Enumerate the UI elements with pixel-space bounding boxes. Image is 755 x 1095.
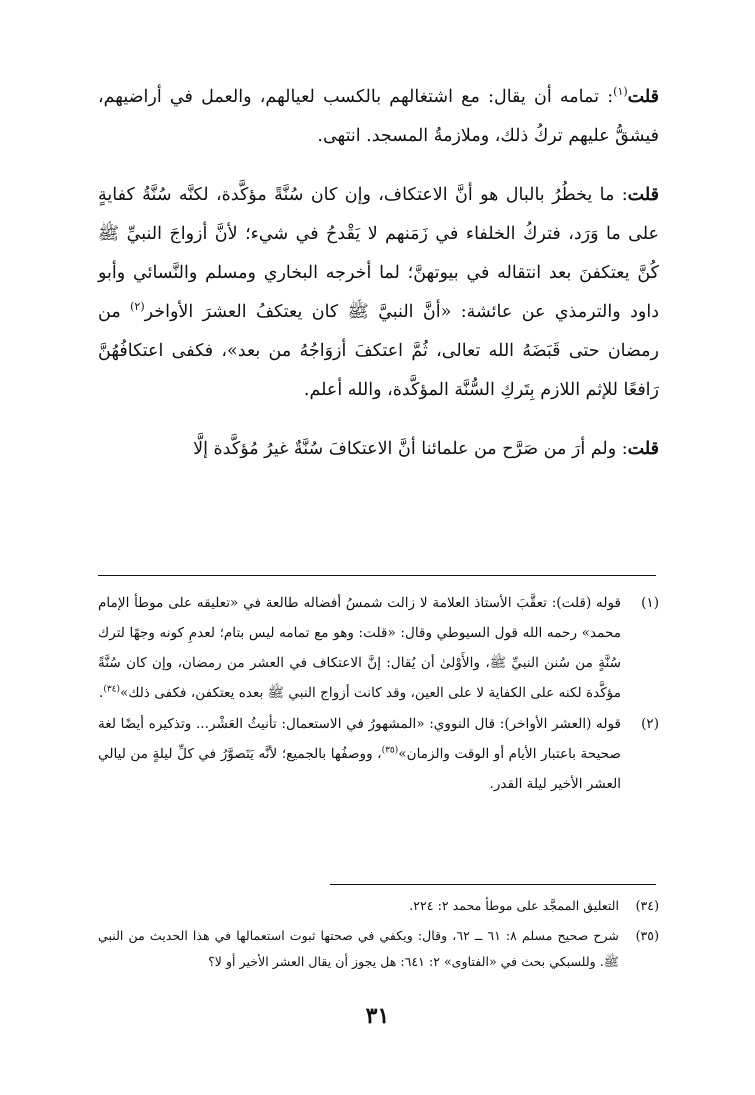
paragraph-3 (98, 430, 659, 469)
reference-marker[interactable]: (٣٤) (103, 684, 121, 695)
paragraph-3-text: : ولم أرَ من صَرَّح من علمائنا أنَّ الاعتكافَ سُنَّةٌ غيرُ مُؤكَّدة إلَّا (193, 439, 628, 459)
reference-34 (98, 893, 659, 919)
paragraph-2-text-a: : ما يخطُرُ بالبال هو أنَّ الاعتكاف، وإن كان سُنَّةً مؤكَّدة، لكنَّه سُنَّةُ كفايةٍ على ما وَرَد، فتركُ الخلفاء في زَمَنهم لا يَقْدحُ في شيء؛ لأنَّ أزواجَ النبيِّ ﷺ كُنَّ يعتكفنَ بعد انتقاله في بيوتهنَّ؛ لما أخرجه البخاري ومسلم والنَّسائي وأبو داود والترمذي عن عائشة: «أنَّ النبيَّ ﷺ كان يعتكفُ العشرَ الأواخر (98, 185, 659, 322)
paragraph-1-text: : تمامه أن يقال: مع اشتغالهم بالكسب لعيالهم، والعمل في أراضيهم، فيشقُّ عليهم تركُ ذلك، وملازمةُ المسجد. انتهى. (98, 87, 659, 146)
qult-keyword: قلت (627, 87, 659, 107)
reference-separator (330, 884, 656, 885)
footnote-1 (98, 588, 659, 708)
footnote-end: ، ووصفُها بالجميع؛ لأنَّه يَتَصوَّرُ في كلِّ ليلةٍ من ليالي العشر الأخير ليلة القدر. (98, 746, 621, 792)
reference-number: (٣٤) (635, 898, 659, 913)
reference-text: شرح صحيح مسلم ٨: ٦١ ــ ٦٢، وقال: ويكفي في صحتها ثبوت استعمالها في هذا الحديث من النبي ﷺ. وللسبكي بحث في «الفتاوى» ٢: ٦٤١: هل يجوز أن يقال العشر الأخير أو لا؟ (98, 928, 619, 969)
footnote-end: . (98, 685, 104, 701)
footnote-separator (98, 575, 656, 576)
footnote-2 (98, 709, 659, 799)
footnote-number: (١) (641, 595, 659, 611)
reference-marker[interactable]: (٣٥) (381, 745, 399, 756)
qult-keyword: قلت (627, 439, 659, 459)
footnote-text: قوله (العشر الأواخر): قال النووي: «المشهورُ في الاستعمال: تأنيثُ العَشْر... وتذكيره أيضًا لغة صحيحة باعتبار الأيام أو الوقت والزمان» (98, 716, 621, 762)
paragraph-1 (98, 78, 659, 156)
main-text (98, 78, 659, 469)
paragraph-2 (98, 176, 659, 410)
reference-number: (٣٥) (635, 928, 659, 943)
reference-35 (98, 923, 659, 975)
footnote-marker-1[interactable]: (١) (613, 85, 628, 99)
footnote-marker-2[interactable]: (٢) (130, 300, 145, 314)
page-number: ٣١ (365, 1003, 390, 1029)
footnote-number: (٢) (641, 716, 659, 732)
references (98, 893, 659, 979)
reference-text: التعليق الممجَّد على موطأ محمد ٢: ٢٢٤. (409, 898, 619, 913)
qult-keyword: قلت (627, 185, 659, 205)
footnote-text: قوله (قلت): تعقَّبَ الأستاذ العلامة لا زالت شمسُ أفضاله طالعة في «تعليقه على موطأ الإمام محمد» رحمه الله قول السيوطي وقال: «قلت: وهو مع تمامه ليس بتام؛ لعدمِ كونه وجهًا لترك سُنَّةٍ من سُنن النبيِّ ﷺ، والأَوْلىٰ أن يُقال: إنَّ الاعتكاف في العشر من رمضان، وإن كان سُنَّةً مؤكَّدة لكنه على الكفاية لا على العين، وقد كانت أزواج النبي ﷺ بعده يعتكفن، فكفى ذلك» (98, 595, 621, 701)
footnotes (98, 588, 659, 800)
paragraph-2-text-b: من رمضان حتى قَبَضَهُ الله تعالى، ثُمَّ اعتكفَ أزوَاجُهُ من بعد»، فكفى اعتكافُهُنَّ رَافعًا للإثم اللازم بِتَركِ السُّنَّة المؤكَّدة، والله أعلم. (98, 302, 659, 400)
